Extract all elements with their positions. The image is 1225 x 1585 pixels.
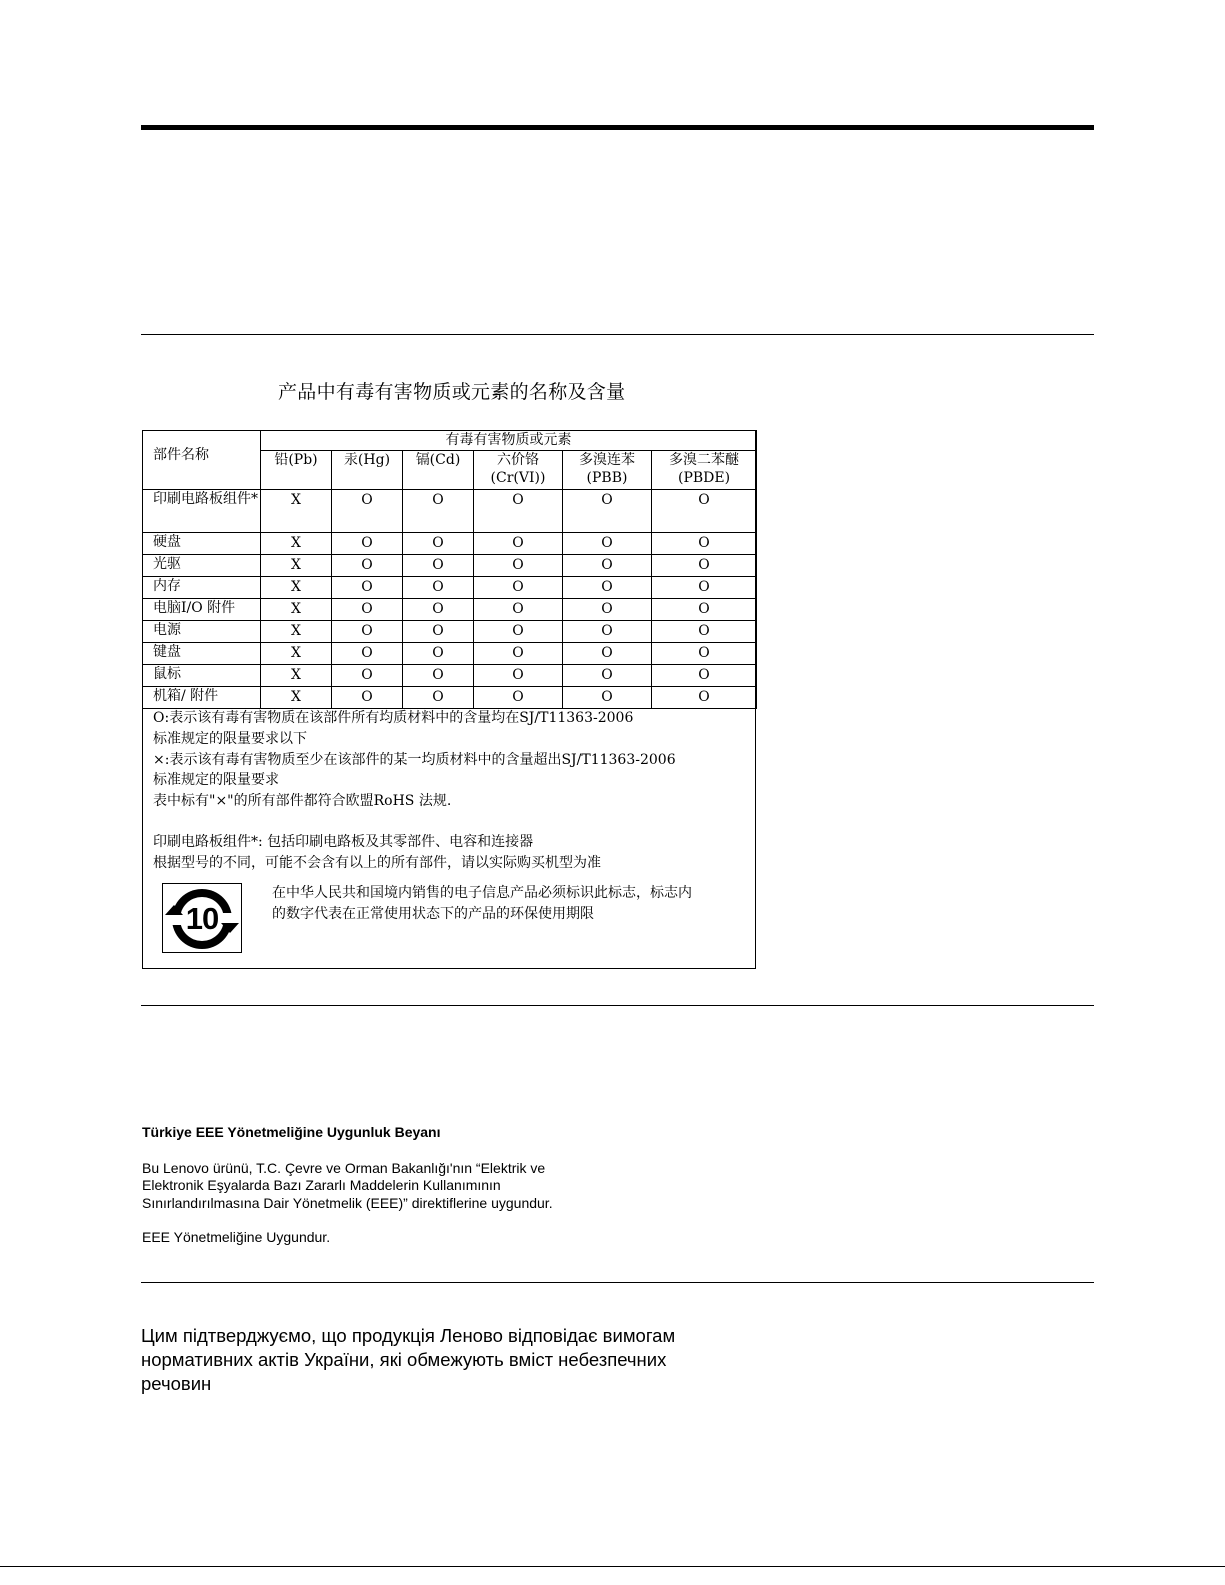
value-cell: O — [332, 599, 403, 621]
table-notes — [153, 708, 743, 874]
table-row — [143, 577, 757, 599]
substance-header: 铅(Pb) — [261, 451, 332, 490]
part-cell: 硬盘 — [143, 533, 261, 555]
substance-header: 汞(Hg) — [332, 451, 403, 490]
value-cell: O — [563, 577, 652, 599]
value-cell: O — [332, 643, 403, 665]
section-divider — [141, 334, 1094, 335]
part-cell: 机箱/ 附件 — [143, 687, 261, 709]
table-row — [143, 687, 757, 709]
section-divider — [141, 1005, 1094, 1006]
value-cell: O — [563, 533, 652, 555]
value-cell: O — [563, 621, 652, 643]
value-cell: X — [261, 577, 332, 599]
value-cell: O — [563, 599, 652, 621]
value-cell: O — [403, 577, 474, 599]
page-bottom-rule — [0, 1566, 1225, 1567]
note-line: ×:表示该有毒有害物质至少在该部件的某一均质材料中的含量超出SJ/T11363-2006 — [153, 751, 676, 768]
value-cell: O — [474, 621, 563, 643]
epup-description — [272, 883, 752, 925]
table-row — [143, 533, 757, 555]
note-line: 表中标有"×"的所有部件都符合欧盟RoHS 法规. — [153, 793, 452, 810]
value-cell: O — [403, 687, 474, 709]
part-name-header: 部件名称 — [143, 431, 261, 490]
value-cell: O — [403, 643, 474, 665]
part-cell: 鼠标 — [143, 665, 261, 687]
value-cell: O — [474, 665, 563, 687]
part-cell: 键盘 — [143, 643, 261, 665]
pcb-note-line: 印刷电路板组件*: 包括印刷电路板及其零部件、电容和连接器 — [153, 833, 534, 850]
value-cell: O — [652, 643, 757, 665]
value-cell: X — [261, 533, 332, 555]
substance-group-header: 有毒有害物质或元素 — [261, 431, 757, 451]
value-cell: O — [652, 577, 757, 599]
substance-header: 六价铬 (Cr(VI)) — [474, 451, 563, 490]
value-cell: O — [652, 555, 757, 577]
top-thick-rule — [141, 125, 1094, 130]
value-cell: O — [403, 621, 474, 643]
ukraine-line: нормативних актів України, які обмежують вміст небезпечних — [141, 1349, 667, 1370]
pcb-note-line: 根据型号的不同，可能不会含有以上的所有部件，请以实际购买机型为准 — [153, 854, 601, 871]
hazardous-substance-table — [142, 430, 757, 709]
value-cell: O — [563, 643, 652, 665]
value-cell: X — [261, 621, 332, 643]
epup-text-line: 在中华人民共和国境内销售的电子信息产品必须标识此标志，标志内 — [272, 885, 692, 901]
value-cell: X — [261, 490, 332, 533]
china-rohs-box — [142, 430, 756, 969]
value-cell: O — [403, 555, 474, 577]
part-cell: 电源 — [143, 621, 261, 643]
value-cell: O — [403, 599, 474, 621]
value-cell: O — [652, 665, 757, 687]
value-cell: O — [403, 490, 474, 533]
value-cell: X — [261, 599, 332, 621]
note-line: 标准规定的限量要求以下 — [153, 730, 307, 747]
part-cell: 光驱 — [143, 555, 261, 577]
turkey-paragraph-line: Sınırlandırılmasına Dair Yönetmelik (EEE)” direktiflerine uygundur. — [142, 1194, 553, 1211]
table-row — [143, 665, 757, 687]
value-cell: O — [474, 599, 563, 621]
part-cell: 电脑I/O 附件 — [143, 599, 261, 621]
turkey-eee-section — [142, 1124, 702, 1247]
substance-header: 镉(Cd) — [403, 451, 474, 490]
china-rohs-title: 产品中有毒有害物质或元素的名称及含量 — [278, 381, 626, 403]
value-cell: O — [474, 533, 563, 555]
value-cell: O — [563, 490, 652, 533]
value-cell: O — [474, 643, 563, 665]
value-cell: X — [261, 687, 332, 709]
value-cell: O — [332, 665, 403, 687]
value-cell: O — [332, 621, 403, 643]
table-row — [143, 490, 757, 533]
value-cell: O — [403, 533, 474, 555]
ukraine-line: Цим підтверджуємо, що продукція Леново відповідає вимогам — [141, 1325, 676, 1346]
value-cell: O — [563, 687, 652, 709]
value-cell: O — [332, 555, 403, 577]
table-row — [143, 599, 757, 621]
epup-number: 10 — [185, 901, 219, 936]
note-line: O:表示该有毒有害物质在该部件所有均质材料中的含量均在SJ/T11363-2006 — [153, 710, 634, 726]
part-cell: 内存 — [143, 577, 261, 599]
turkey-title: Türkiye EEE Yönetmeliğine Uygunluk Beyanı — [142, 1124, 441, 1140]
value-cell: X — [261, 665, 332, 687]
value-cell: O — [563, 665, 652, 687]
value-cell: O — [332, 490, 403, 533]
substance-header: 多溴二苯醚 (PBDE) — [652, 451, 757, 490]
table-row — [143, 621, 757, 643]
value-cell: O — [652, 687, 757, 709]
table-row — [143, 643, 757, 665]
value-cell: O — [474, 577, 563, 599]
value-cell: O — [332, 687, 403, 709]
value-cell: O — [403, 665, 474, 687]
value-cell: O — [652, 621, 757, 643]
epup-text-line: 的数字代表在正常使用状态下的产品的环保使用期限 — [272, 906, 594, 922]
table-row — [143, 555, 757, 577]
value-cell: O — [652, 599, 757, 621]
value-cell: O — [474, 687, 563, 709]
value-cell: X — [261, 643, 332, 665]
value-cell: O — [652, 533, 757, 555]
turkey-paragraph-line: Elektronik Eşyalarda Bazı Zararlı Maddelerin Kullanımının — [142, 1177, 501, 1193]
value-cell: O — [332, 533, 403, 555]
note-line: 标准规定的限量要求 — [153, 772, 279, 789]
turkey-paragraph-line: Bu Lenovo ürünü, T.C. Çevre ve Orman Bakanlığı'nın “Elektrik ve — [142, 1159, 546, 1176]
value-cell: O — [474, 490, 563, 533]
value-cell: X — [261, 555, 332, 577]
ukraine-line: речовин — [141, 1373, 212, 1394]
section-divider — [141, 1282, 1094, 1283]
substance-header: 多溴连苯 (PBB) — [563, 451, 652, 490]
part-cell: 印刷电路板组件* — [143, 490, 261, 533]
turkey-closing: EEE Yönetmeliğine Uygundur. — [142, 1229, 331, 1245]
value-cell: O — [474, 555, 563, 577]
value-cell: O — [332, 577, 403, 599]
value-cell: O — [563, 555, 652, 577]
epup-10-logo — [162, 883, 242, 953]
ukraine-section — [141, 1324, 761, 1396]
value-cell: O — [652, 490, 757, 533]
